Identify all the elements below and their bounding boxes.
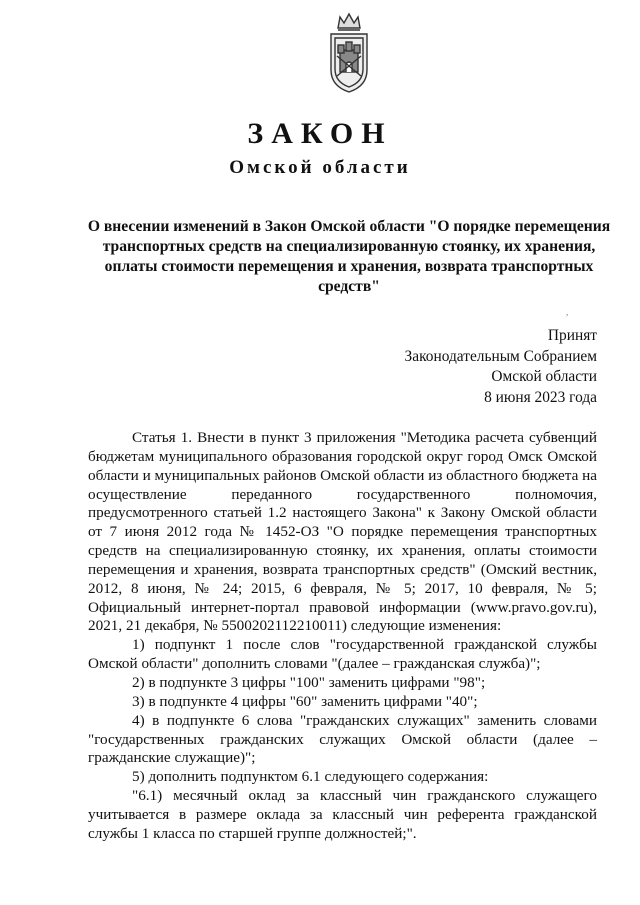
- law-subject: О внесении изменений в Закон Омской области "О порядке перемещения транспортных средств на специализированную стоянку, их хранения, оплаты стоимости перемещения и хранения, возврата транспортных средств": [87, 218, 611, 295]
- adopted-line: Законодательным Собранием: [404, 347, 597, 365]
- document-title: ЗАКОН: [247, 117, 393, 150]
- adopted-line: Принят: [547, 327, 597, 344]
- adopted-line: Омской области: [491, 368, 597, 385]
- amendment-item: 1) подпункт 1 после слов "государственной гражданской службы Омской области" дополнить словами "(далее – гражданская служба)";: [88, 636, 597, 673]
- amendment-item: "6.1) месячный оклад за классный чин гражданского служащего учитывается в размере оклада за классный чин референта гражданской службы 1 класса по старшей группе должностей;".: [88, 787, 597, 842]
- adoption-block: [405, 326, 597, 408]
- article-paragraph: Статья 1. Внести в пункт 3 приложения "Методика расчета субвенций бюджетам муниципального образования городской округ город Омск Омской области и муниципальных районов Омской области из областного бюджета на осуществление переданного государственного полномочия, предусмотренного статьей 1.2 настоящего Закона" к Закону Омской области от 7 июня 2012 года № 1452-ОЗ "О порядке перемещения транспортных средств на специализированную стоянку, их хранения, оплаты стоимости перемещения и хранения, возврата транспортных средств" (Омский вестник, 2012, 8 июня, № 24; 2015, 6 февраля, № 5; 2017, 10 февраля, № 5; Официальный интернет-портал правовой информации (www.pravo.gov.ru), 2021, 21 декабря, № 5500202112210011) следующие изменения:: [88, 429, 598, 635]
- amendment-item: 2) в подпункте 3 цифры "100" заменить цифрами "98";: [132, 673, 486, 691]
- amendment-item: 5) дополнить подпунктом 6.1 следующего содержания:: [132, 768, 489, 786]
- amendment-item: 4) в подпункте 6 слова "гражданских служащих" заменить словами "государственных гражданских служащих Омской области (далее – гражданские служащие)";: [88, 711, 597, 767]
- document-region: Омской области: [229, 157, 411, 178]
- law-body: [88, 429, 597, 844]
- amendment-item: 3) в подпункте 4 цифры "60" заменить цифрами "40";: [132, 692, 478, 710]
- coat-of-arms-icon: [326, 12, 372, 94]
- adopted-date: 8 июня 2023 года: [484, 388, 597, 406]
- scan-mark: ,: [566, 307, 569, 317]
